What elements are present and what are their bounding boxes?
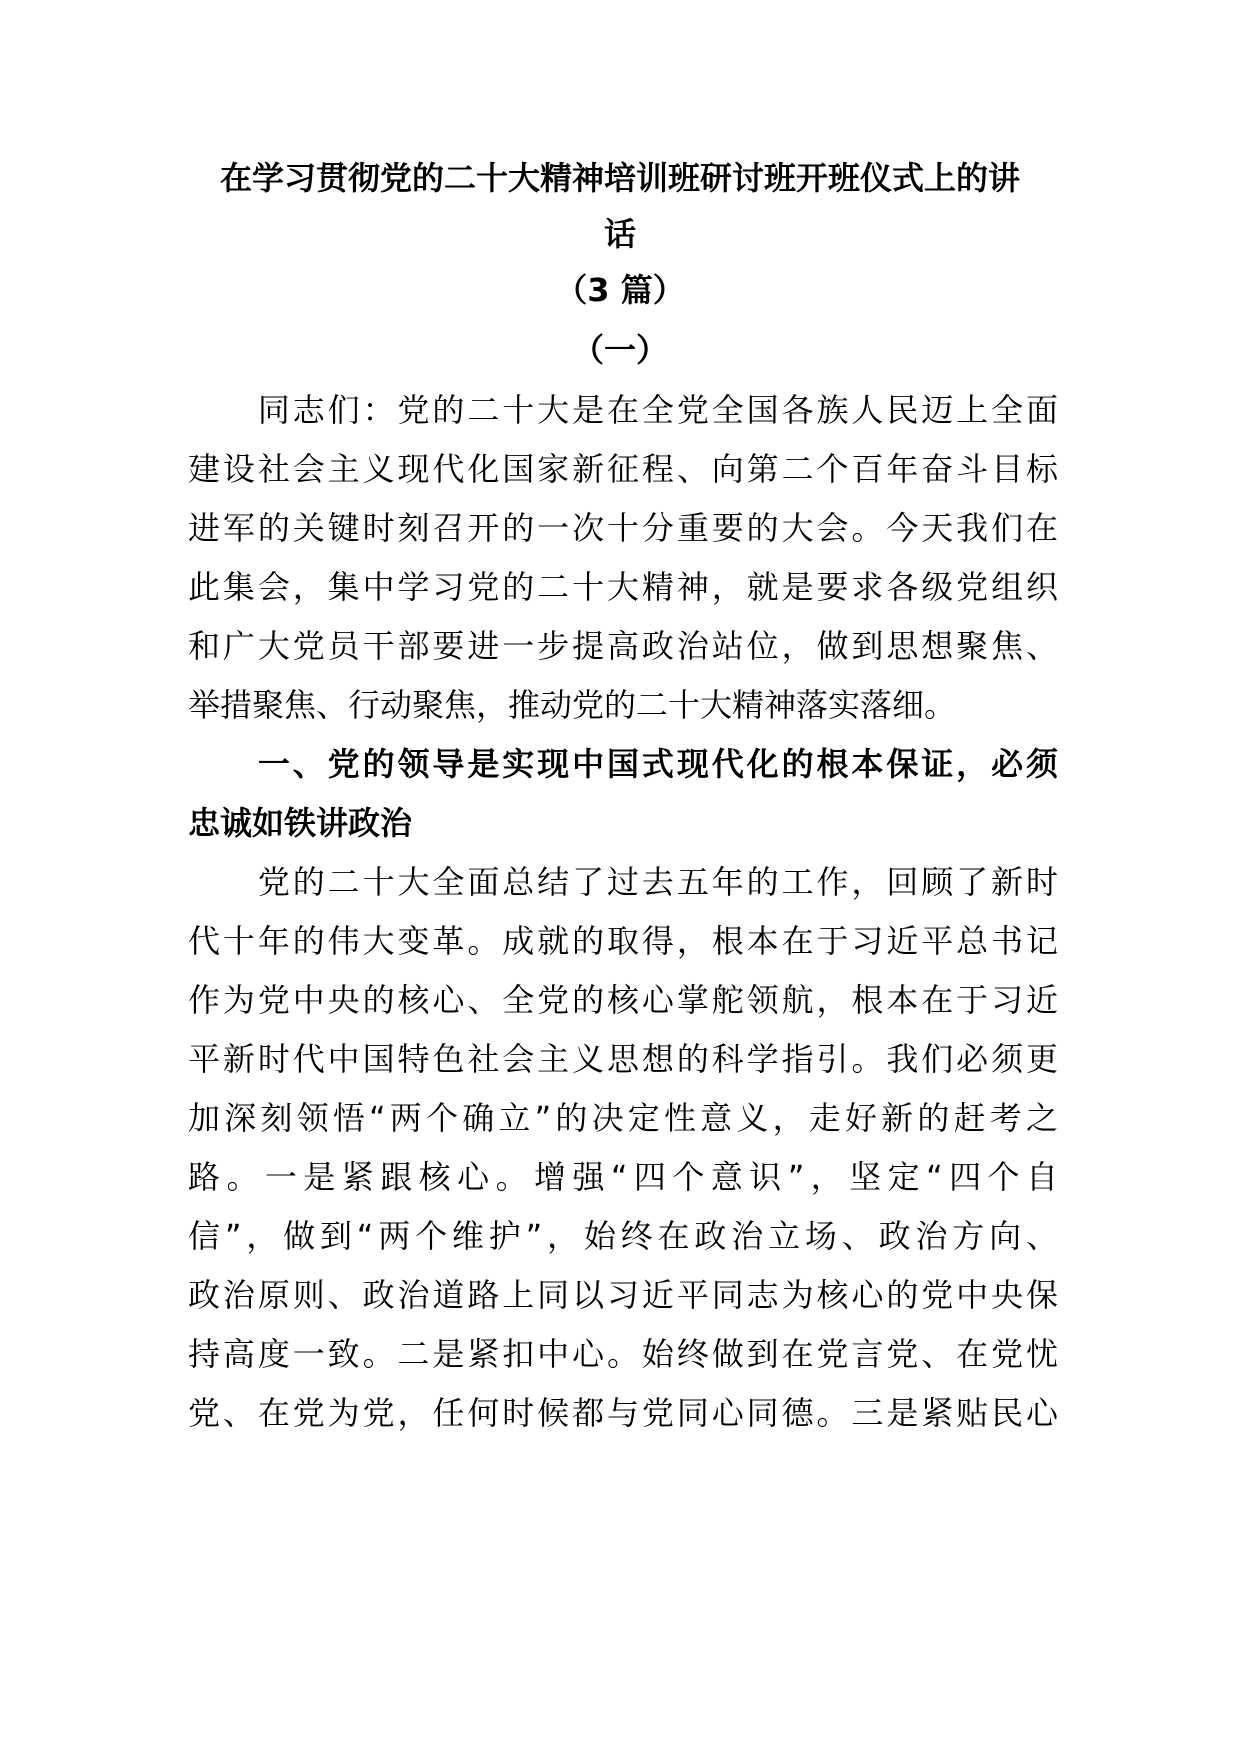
paragraph-line: 加深刻领悟“两个确立”的决定性意义，走好新的赶考之 xyxy=(188,1099,1058,1137)
section-marker: （一） xyxy=(571,331,668,369)
paragraph-line: 和广大党员干部要进一步提高政治站位，做到思想聚焦、 xyxy=(188,627,1058,665)
paragraph-line: 党、在党为党，任何时候都与党同心同德。三是紧贴民心 xyxy=(188,1394,1058,1432)
paragraph-line: 持高度一致。二是紧扣中心。始终做到在党言党、在党忧 xyxy=(188,1335,1058,1373)
paragraph-line: 代十年的伟大变革。成就的取得，根本在于习近平总书记 xyxy=(188,922,1058,960)
paragraph-line: 党的二十大全面总结了过去五年的工作，回顾了新时 xyxy=(188,863,1058,901)
section-heading-line: 忠诚如铁讲政治 xyxy=(188,804,413,842)
paragraph-line: 建设社会主义现代化国家新征程、向第二个百年奋斗目标 xyxy=(188,450,1058,488)
document-subtitle: （3 篇） xyxy=(555,271,685,309)
paragraph-line: 政治原则、政治道路上同以习近平同志为核心的党中央保 xyxy=(188,1276,1058,1314)
document-title-line-2: 话 xyxy=(603,215,636,253)
paragraph-line: 平新时代中国特色社会主义思想的科学指引。我们必须更 xyxy=(188,1040,1058,1078)
paragraph-line: 进军的关键时刻召开的一次十分重要的大会。今天我们在 xyxy=(188,509,1058,547)
section-heading-line: 一、党的领导是实现中国式现代化的根本保证，必须 xyxy=(188,745,1058,783)
paragraph-line: 举措聚焦、行动聚焦，推动党的二十大精神落实落细。 xyxy=(188,686,957,724)
paragraph-line: 信”，做到“两个维护”，始终在政治立场、政治方向、 xyxy=(188,1217,1058,1255)
paragraph-line: 此集会，集中学习党的二十大精神，就是要求各级党组织 xyxy=(188,568,1058,606)
paragraph-line: 同志们：党的二十大是在全党全国各族人民迈上全面 xyxy=(188,391,1058,429)
paragraph-line: 路。一是紧跟核心。增强“四个意识”，坚定“四个自 xyxy=(188,1158,1058,1196)
paragraph-line: 作为党中央的核心、全党的核心掌舵领航，根本在于习近 xyxy=(188,981,1058,1019)
document-title-line-1: 在学习贯彻党的二十大精神培训班研讨班开班仪式上的讲 xyxy=(219,159,1020,197)
